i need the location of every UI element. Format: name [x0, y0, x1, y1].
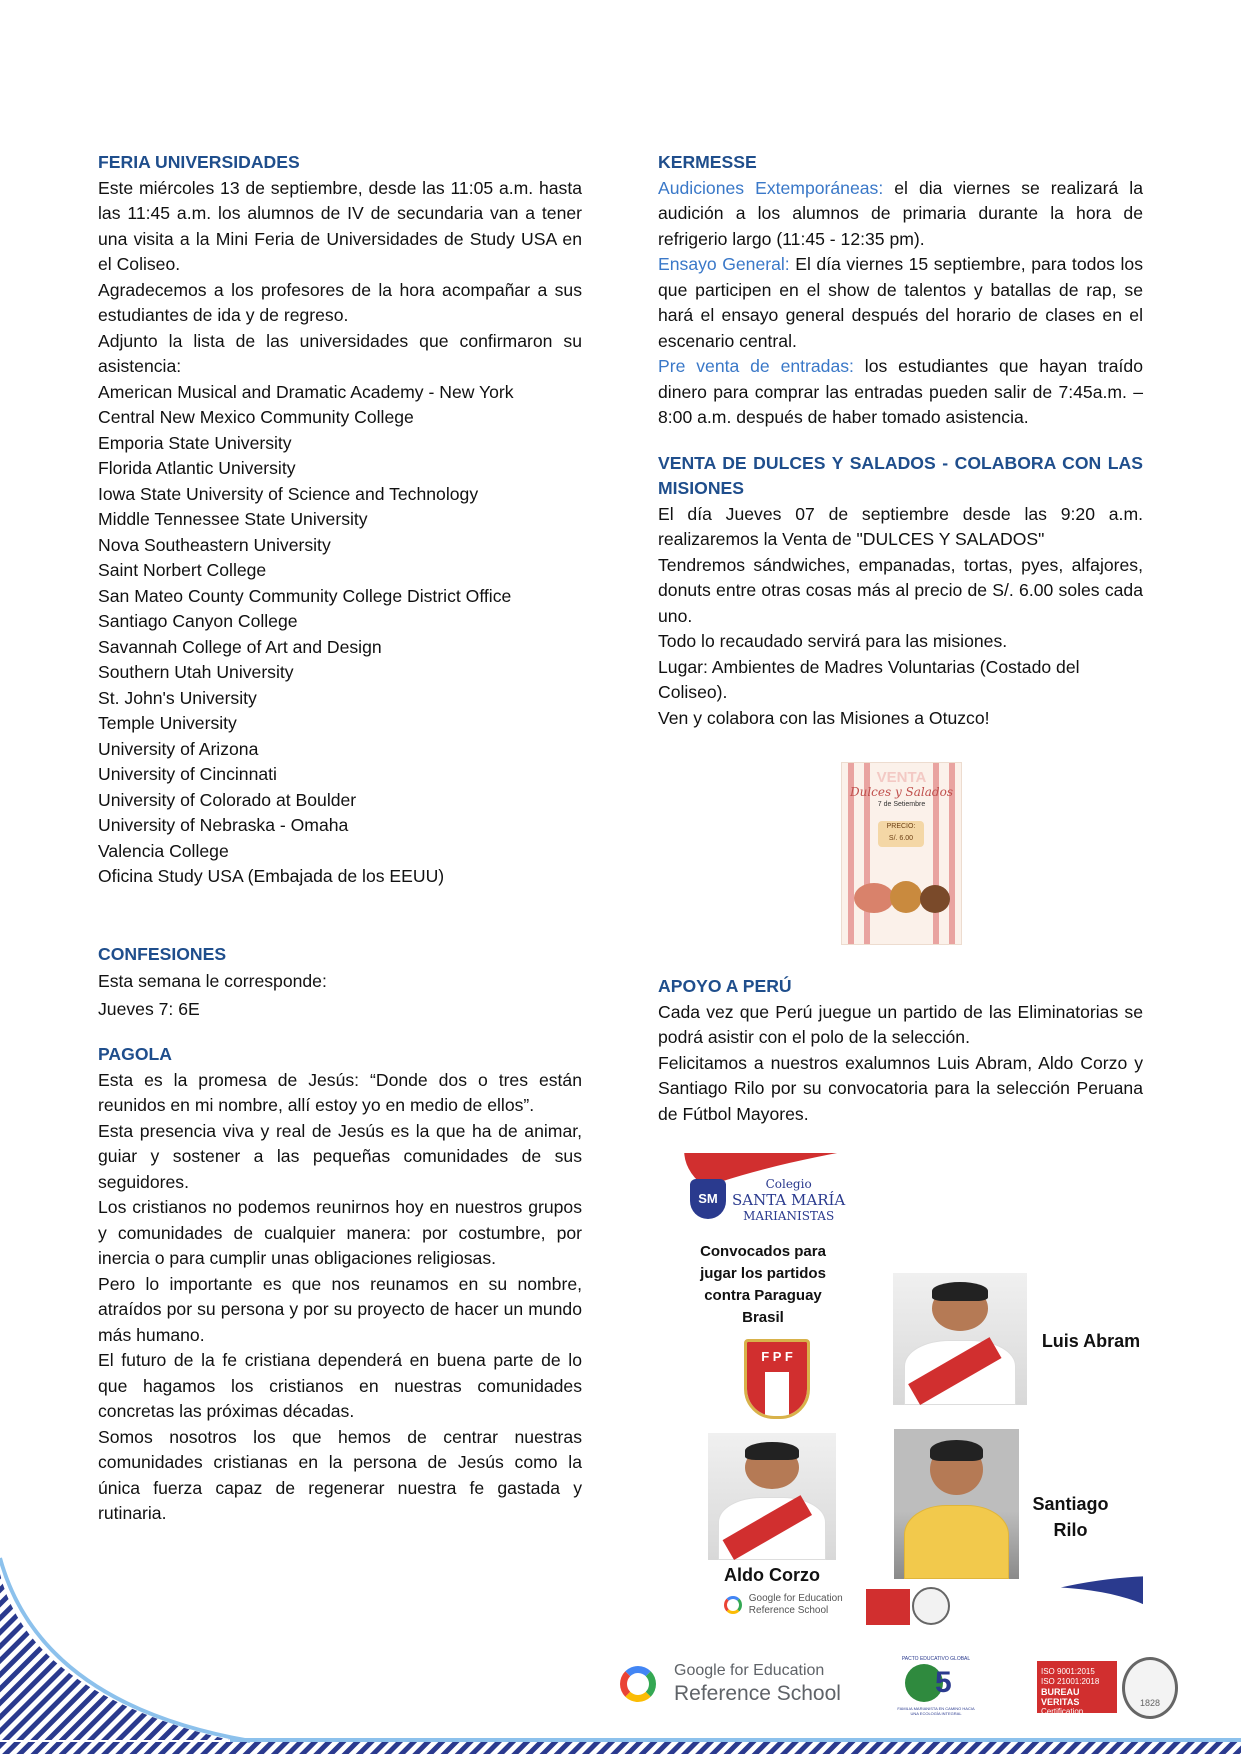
list-item: Savannah College of Art and Design: [98, 636, 382, 657]
player-photo-aldo-corzo: [708, 1433, 836, 1560]
kermesse-preventa: [658, 354, 1143, 431]
kermesse-audiciones: [658, 176, 1143, 253]
confesiones-line-2: Jueves 7: 6E: [98, 998, 200, 1019]
feria-paragraph-2: Agradecemos a los profesores de la hora acompañar a sus estudiantes de ida y de regreso.: [98, 279, 582, 325]
left-column: [98, 150, 582, 1527]
right-column: [658, 150, 1143, 731]
feria-paragraph-1: Este miércoles 13 de septiembre, desde las 11:05 a.m. hasta las 11:45 a.m. los alumnos de IV de secundaria van a tener una visita a la Mini Feria de Universidades de Study USA en el Coliseo.: [98, 177, 582, 274]
venta-paragraph-3: Todo lo recaudado servirá para las misiones.: [658, 631, 1008, 651]
list-item: Southern Utah University: [98, 662, 294, 682]
list-item: San Mateo County Community College District Office: [98, 585, 512, 606]
venta-paragraph-1: El día Jueves 07 de septiembre desde las 9:20 a.m. realizaremos la Venta de "DULCES Y SALADOS": [658, 503, 1143, 549]
venta-paragraph-2: Tendremos sándwiches, empanadas, tortas, pyes, alfajores, donuts entre otras cosas más al precio de S/. 6.00 soles cada uno.: [658, 554, 1143, 626]
poster-title: VENTA: [876, 769, 927, 786]
feria-heading: FERIA UNIVERSIDADES: [98, 152, 300, 172]
poster-price-box: [878, 821, 924, 847]
list-item: Oficina Study USA (Embajada de los EEUU): [98, 866, 445, 886]
player-photo-luis-abram: [893, 1273, 1027, 1405]
poster-price-label: PRECIO:: [886, 823, 916, 830]
poster-price: S/. 6.00: [888, 835, 914, 842]
player-name-luis-abram: Luis Abram: [1041, 1331, 1141, 1351]
pagola-paragraph-3: Los cristianos no podemos reunirnos hoy en nuestros grupos y comunidades de cualquier manera: por costumbre, por inercia o para cumplir unas obligaciones religiosas.: [98, 1197, 582, 1268]
venta-paragraph-4: Lugar: Ambientes de Madres Voluntarias (Costado del Coliseo).: [658, 656, 1080, 702]
list-item: American Musical and Dramatic Academy - New York: [98, 381, 514, 402]
ensayo-text: El día viernes 15 septiembre, para todos los que participen en el show de talentos y batallas de rap, se hará el ensayo general después del horario de clases en el escenario central.: [658, 254, 1143, 351]
bureau-veritas-seal-icon: 1828: [1122, 1657, 1178, 1719]
fpf-shield-icon: F P F: [744, 1339, 810, 1419]
venta-poster-image: [841, 762, 962, 945]
iso-certification-badge: ISO 9001:2015 ISO 21001:2018 BUREAU VERITAS Certification: [1037, 1661, 1117, 1713]
pagola-paragraph-4: Pero lo importante es que nos reunamos en su nombre, atraídos por su persona y por su proyecto de hacer un mundo más humano.: [98, 1273, 582, 1345]
list-item: Iowa State University of Science and Technology: [98, 483, 479, 504]
mini-google-logo: Google for Education Reference School: [724, 1593, 843, 1617]
google-icon: [620, 1666, 656, 1702]
list-item: University of Arizona: [98, 738, 259, 759]
list-item: Santiago Canyon College: [98, 611, 298, 631]
list-item: Emporia State University: [98, 432, 292, 453]
pagola-heading: PAGOLA: [98, 1044, 172, 1064]
list-item: Middle Tennessee State University: [98, 509, 368, 529]
venta-heading: VENTA DE DULCES Y SALADOS - COLABORA CON LAS MISIONES: [658, 452, 1143, 498]
decorative-stripes: [0, 1544, 1241, 1754]
player-name-aldo-corzo: Aldo Corzo: [724, 1565, 820, 1585]
feria-paragraph-3: Adjunto la lista de las universidades que confirmaron su asistencia:: [98, 330, 582, 376]
venta-paragraph-5: Ven y colabora con las Misiones a Otuzco!: [658, 707, 990, 728]
player-name-santiago-rilo: Santiago Rilo: [1032, 1494, 1109, 1540]
school-crest-icon: SM: [690, 1179, 726, 1219]
university-list: [98, 380, 582, 890]
pagola-paragraph-5: El futuro de la fe cristiana dependerá en buena parte de lo que hagamos los cristianos en nuestras comunidades concretas las próximas décadas.: [98, 1350, 582, 1421]
preventa-label: Pre venta de entradas:: [658, 356, 854, 376]
list-item: Florida Atlantic University: [98, 458, 296, 478]
list-item: Central New Mexico Community College: [98, 407, 414, 427]
pagola-paragraph-1: Esta es la promesa de Jesús: “Donde dos o tres están reunidos en mi nombre, allí estoy yo en medio de ellos”.: [98, 1069, 582, 1115]
pacto-educativo-logo: PACTO EDUCATIVO GLOBAL 5 FAMILIA MARIANISTA EN CAMINO HACIA UNA ECOLOGÍA INTEGRAL: [897, 1656, 975, 1716]
poster-subtitle: Dulces y Salados: [849, 785, 953, 799]
list-item: Saint Norbert College: [98, 560, 267, 580]
burger-icon: [890, 881, 922, 913]
apoyo-heading: APOYO A PERÚ: [658, 976, 792, 996]
donut-icon: [920, 885, 950, 913]
list-item: St. John's University: [98, 687, 257, 708]
pagola-paragraph-2: Esta presencia viva y real de Jesús es la que ha de animar, guiar y sostener a las pequeñas comunidades de sus seguidores.: [98, 1120, 582, 1192]
pagola-paragraph-6: Somos nosotros los que hemos de centrar nuestras comunidades cristianas en la persona de Jesús como la única fuerza capaz de regenerar nuestra fe gastada y rutinaria.: [98, 1426, 582, 1523]
audiciones-label: Audiciones Extemporáneas:: [658, 177, 884, 198]
cake-icon: [854, 883, 894, 913]
audiciones-text: el dia viernes se realizará la audición a los alumnos de primaria durante la hora de refrigerio largo (11:45 - 12:35 pm).: [658, 177, 1143, 249]
list-item: University of Cincinnati: [98, 764, 277, 784]
poster-date: 7 de Setiembre: [877, 801, 926, 808]
apoyo-paragraph-2: Felicitamos a nuestros exalumnos Luis Abram, Aldo Corzo y Santiago Rilo por su convocatoria para la selección Peruana de Fútbol Mayores.: [658, 1052, 1143, 1124]
kermesse-ensayo: [658, 252, 1143, 354]
school-name: Colegio SANTA MARÍA MARIANISTAS: [732, 1177, 846, 1223]
confesiones-line-1: Esta semana le corresponde:: [98, 971, 327, 991]
apoyo-section: [658, 974, 1143, 1127]
list-item: Nova Southeastern University: [98, 534, 331, 555]
ensayo-label: Ensayo General:: [658, 254, 790, 274]
list-item: Temple University: [98, 713, 237, 733]
kermesse-heading: KERMESSE: [658, 152, 757, 172]
list-item: University of Nebraska - Omaha: [98, 815, 349, 835]
apoyo-paragraph-1: Cada vez que Perú juegue un partido de las Eliminatorias se podrá asistir con el polo de la selección.: [658, 1001, 1143, 1047]
list-item: University of Colorado at Boulder: [98, 789, 357, 810]
convocados-text: Convocados para jugar los partidos contra Paraguay Brasil: [700, 1243, 826, 1326]
confesiones-heading: CONFESIONES: [98, 943, 227, 964]
list-item: Valencia College: [98, 840, 229, 861]
preventa-text: los estudiantes que hayan traído dinero para comprar las entradas pueden salir de 7:45a.m. – 8:00 a.m. después de haber tomado asistencia.: [658, 356, 1143, 427]
